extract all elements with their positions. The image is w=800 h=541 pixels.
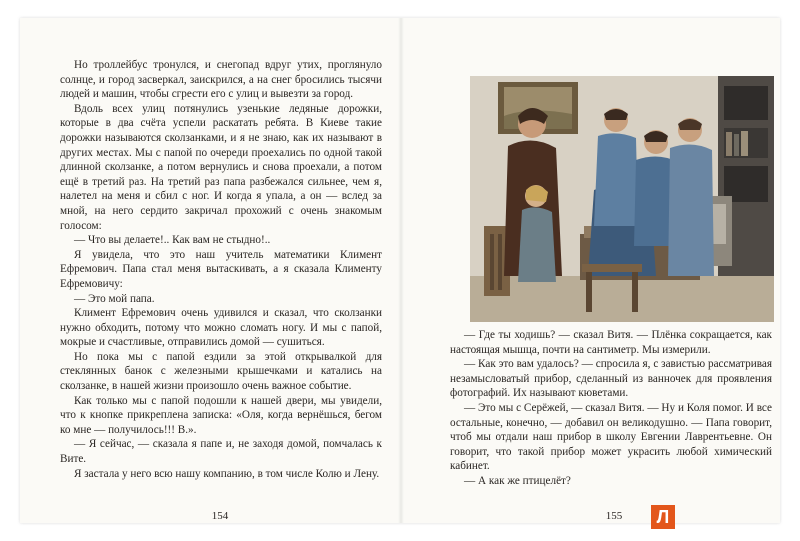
- paragraph: Но пока мы с папой ездили за этой открывалкой для стеклянных банок с железными крышечками и катались на сколзанке, в нашей жизни произошло очень важное событие.: [60, 350, 382, 393]
- page-gutter: [398, 18, 404, 523]
- paragraph: Как только мы с папой подошли к нашей двери, мы увидели, что к кнопке прикреплена записка: «Оля, когда вернёшься, бегом ко мне — получилось!!! В.».: [60, 394, 382, 436]
- illustration-icon: [470, 76, 774, 322]
- paragraph: Вдоль всех улиц потянулись узенькие ледяные дорожки, которые в два счёта успели раскатать ребята. В Киеве такие дорожки называются сколзанками, и я не знаю, как их называют в других местах. Мы с папой по очереди проехались по одной такой длинной сколзанке, а потом вернулись и снова проехали, а потом ещё в третий раз. На третий раз папа разбежался сильнее, чем я, налетел на меня и сбил с ног. И когда я упала, а он — вслед за мной, на него сердито закричал прохожий с очень знакомым голосом:: [60, 102, 382, 232]
- paragraph: Но троллейбус тронулся, и снегопад вдруг утих, проглянуло солнце, и город засверкал, заискрился, а на снег бросились тысячи людей и машин, чтобы сгрести его с улиц и вывезти за город.: [60, 59, 382, 101]
- paragraph: — Где ты ходишь? — сказал Витя. — Плёнка сокращается, как настоящая мышца, почти на сантиметр. Мы измерили.: [450, 329, 772, 356]
- paragraph: Климент Ефремович очень удивился и сказал, что сколзанки нужно обходить, потому что можно сломать ногу. И мы с папой, мокрые и счастливые, отправились домой — сушиться.: [60, 307, 382, 349]
- paragraph: — Как это вам удалось? — спросила я, с завистью рассматривая незамысловатый прибор, сделанный из ванночек для проявления фотографий. Их называют кюветами.: [450, 358, 772, 400]
- publisher-logo-icon: Л: [651, 505, 675, 529]
- paragraph: Я застала у него всю нашу компанию, в том числе Колю и Лену.: [74, 467, 380, 480]
- paragraph: — Это мой папа.: [74, 292, 155, 305]
- paragraph: Я увидела, что это наш учитель математики Климент Ефремович. Папа стал меня вытаскивать, а я сказала Клименту Ефремовичу:: [60, 248, 382, 290]
- paragraph: — Я сейчас, — сказала я папе и, не заходя домой, помчалась к Вите.: [60, 438, 382, 466]
- book-spread: [20, 18, 780, 523]
- paragraph: — А как же птицелёт?: [464, 474, 571, 487]
- left-page-text: [60, 58, 382, 481]
- page-number-right: 155: [605, 510, 623, 522]
- children-around-table-illustration: [470, 76, 774, 322]
- paragraph: — Что вы делаете!.. Как вам не стыдно!..: [74, 234, 271, 247]
- page-number-left: 154: [211, 510, 229, 522]
- paragraph: — Это мы с Серёжей, — сказал Витя. — Ну и Коля помог. И все остальные, конечно, — добавил он великодушно. — Папа говорит, чтоб мы отдали наш прибор в школу Евгении Лаврентьевне. Он говорит, что такой прибор может украсить любой химический кабинет.: [450, 401, 772, 473]
- right-page-text: [450, 328, 772, 489]
